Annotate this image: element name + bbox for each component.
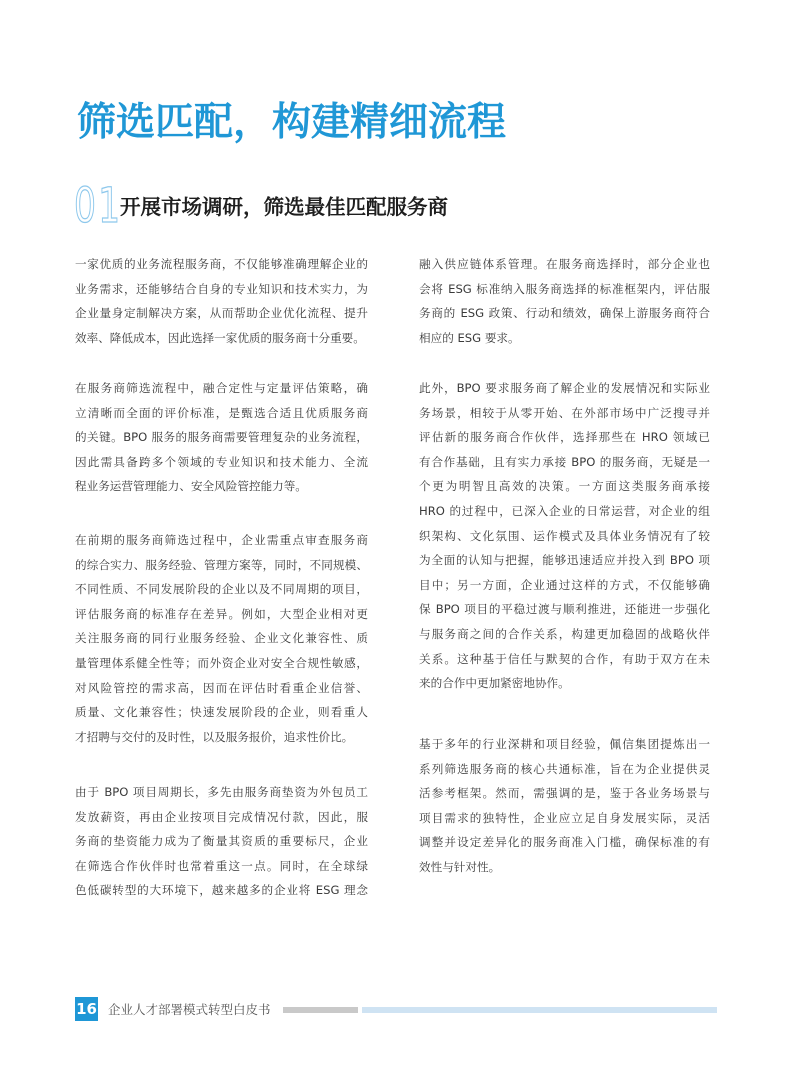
text-line: 基于多年的行业深耕和项目经验，佩信集团提炼出一 bbox=[419, 737, 710, 751]
text-line: 调整并设定差异化的服务商准入门槛，确保标准的有 bbox=[419, 835, 710, 850]
text-line: 活参考框架。然而，需强调的是，鉴于各业务场景与 bbox=[419, 786, 710, 801]
text-line: 发放薪资，再由企业按项目完成情况付款，因此，服 bbox=[75, 809, 368, 824]
paragraph bbox=[75, 780, 368, 903]
paragraph bbox=[75, 376, 368, 499]
text-line: 由于 BPO 项目周期长，多先由服务商垫资为外包员工 bbox=[75, 785, 368, 799]
text-line: 与服务商之间的合作关系，构建更加稳固的战略伙伴 bbox=[419, 626, 710, 641]
text-line: 对风险管控的需求高，因而在评估时看重企业信誉、 bbox=[75, 680, 368, 695]
text-line: 在筛选合作伙伴时也常着重这一点。同时，在全球绿 bbox=[75, 858, 368, 873]
document-title: 企业人才部署模式转型白皮书 bbox=[108, 1002, 271, 1017]
text-line: 融入供应链体系管理。在服务商选择时，部分企业也 bbox=[419, 257, 710, 271]
text-line: 保 BPO 项目的平稳过渡与顺利推进，还能进一步强化 bbox=[419, 602, 710, 617]
text-line: 企业量身定制解决方案，从而帮助企业优化流程、提升 bbox=[75, 306, 368, 321]
text-line: 务商的垫资能力成为了衡量其资质的重要标尺，企业 bbox=[75, 834, 368, 849]
text-line: 关系。这种基于信任与默契的合作，有助于双方在未 bbox=[419, 651, 710, 666]
page-number: 16 bbox=[75, 997, 98, 1021]
right-column bbox=[419, 0, 710, 1076]
text-line: 织架构、文化氛围、运作模式及具体业务情况有了较 bbox=[419, 528, 710, 543]
text-line: 此外，BPO 要求服务商了解企业的发展情况和实际业 bbox=[419, 381, 710, 395]
text-line: 目中；另一方面，企业通过这样的方式，不仅能够确 bbox=[419, 577, 710, 592]
section-number: 01 bbox=[74, 178, 123, 234]
paragraph bbox=[419, 252, 710, 350]
text-line: 来的合作中更加紧密地协作。 bbox=[419, 676, 570, 691]
text-line: 相应的 ESG 要求。 bbox=[419, 330, 520, 345]
text-line: 业务需求，还能够结合自身的专业知识和技术实力，为 bbox=[75, 281, 368, 296]
page-title: 筛选匹配，构建精细流程 bbox=[77, 100, 507, 145]
text-line: 程业务运营管理能力、安全风险管控能力等。 bbox=[75, 479, 307, 494]
text-line: 系列筛选服务商的核心共通标准，旨在为企业提供灵 bbox=[419, 761, 710, 776]
text-line: HRO 的过程中，已深入企业的日常运营，对企业的组 bbox=[419, 503, 710, 518]
text-line: 评估新的服务商合作伙伴，选择那些在 HRO 领域已 bbox=[419, 430, 710, 445]
text-line: 在服务商筛选流程中，融合定性与定量评估策略，确 bbox=[75, 381, 368, 395]
paragraph bbox=[419, 376, 710, 696]
text-line: 质量、文化兼容性；快速发展阶段的企业，则看重人 bbox=[75, 705, 368, 720]
text-line: 会将 ESG 标准纳入服务商选择的标准框架内，评估服 bbox=[419, 281, 710, 296]
text-line: 色低碳转型的大环境下，越来越多的企业将 ESG 理念 bbox=[75, 883, 368, 898]
text-line: 才招聘与交付的及时性，以及服务报价，追求性价比。 bbox=[75, 729, 354, 744]
footer-divider-blue bbox=[362, 1007, 717, 1013]
paragraph bbox=[419, 732, 710, 880]
text-line: 一家优质的业务流程服务商，不仅能够准确理解企业的 bbox=[75, 257, 368, 271]
text-line: 因此需具备跨多个领域的专业知识和技术能力、全流 bbox=[75, 454, 368, 469]
text-line: 的综合实力、服务经验、管理方案等，同时，不同规模、 bbox=[75, 557, 368, 572]
text-line: 关注服务商的同行业服务经验、企业文化兼容性、质 bbox=[75, 631, 368, 646]
left-column bbox=[75, 0, 368, 1076]
text-line: 务商的 ESG 政策、行动和绩效，确保上游服务商符合 bbox=[419, 306, 710, 321]
text-line: 在前期的服务商筛选过程中，企业需重点审查服务商 bbox=[75, 533, 368, 547]
text-line: 有合作基础，且有实力承接 BPO 的服务商，无疑是一 bbox=[419, 454, 710, 469]
text-line: 效率、降低成本，因此选择一家优质的服务商十分重要。 bbox=[75, 330, 365, 345]
text-line: 为全面的认知与把握，能够迅速适应并投入到 BPO 项 bbox=[419, 553, 710, 568]
text-line: 立清晰而全面的评价标准，是甄选合适且优质服务商 bbox=[75, 405, 368, 420]
text-line: 评估服务商的标准存在差异。例如，大型企业相对更 bbox=[75, 606, 368, 621]
footer-divider-gray bbox=[283, 1007, 358, 1013]
text-line: 务场景，相较于从零开始、在外部市场中广泛搜寻并 bbox=[419, 405, 710, 420]
text-line: 个更为明智且高效的决策。一方面这类服务商承接 bbox=[419, 479, 710, 494]
text-line: 的关键。BPO 服务的服务商需要管理复杂的业务流程， bbox=[75, 430, 368, 445]
text-line: 项目需求的独特性，企业应立足自身发展实际，灵活 bbox=[419, 810, 710, 825]
section-heading: 开展市场调研，筛选最佳匹配服务商 bbox=[120, 195, 448, 219]
paragraph bbox=[75, 528, 368, 749]
text-line: 量管理体系健全性等；而外资企业对安全合规性敏感， bbox=[75, 655, 368, 670]
text-line: 不同性质、不同发展阶段的企业以及不同周期的项目， bbox=[75, 582, 368, 597]
paragraph bbox=[75, 252, 368, 350]
text-line: 效性与针对性。 bbox=[419, 859, 501, 874]
